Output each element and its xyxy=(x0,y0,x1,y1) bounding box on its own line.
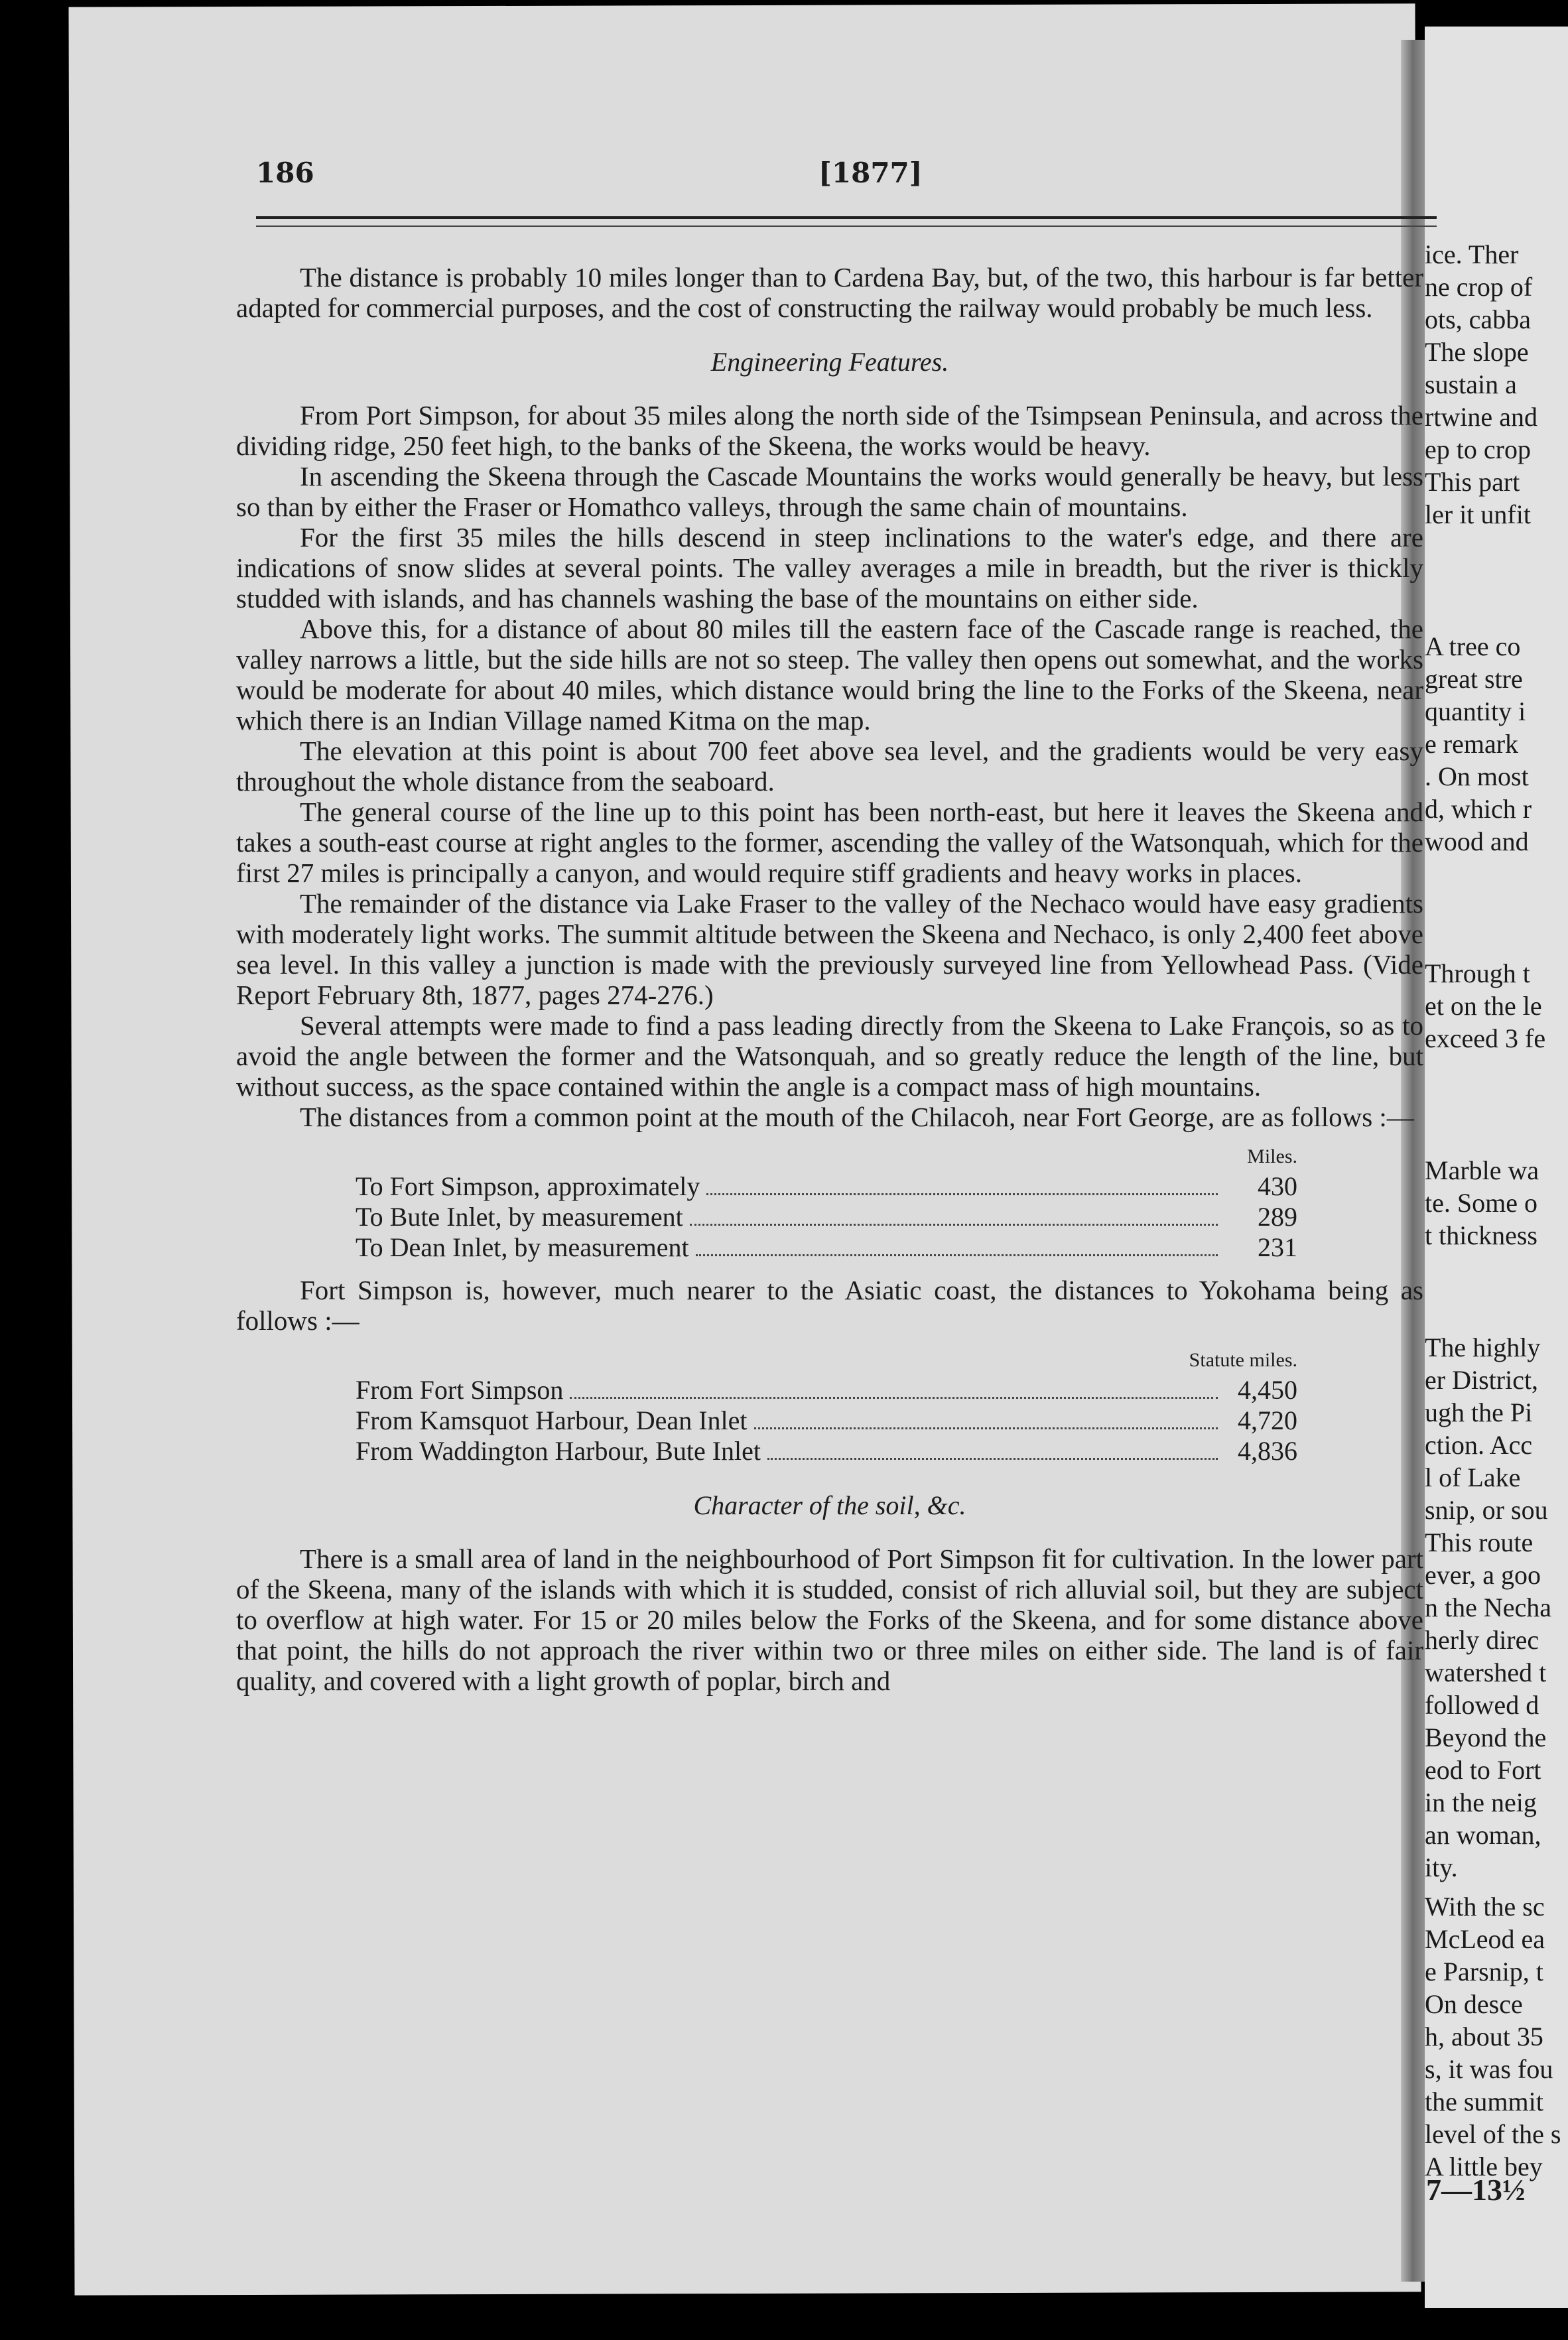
paragraph: For the first 35 miles the hills descend in steep inclinations to the water's edge, and there are indications of snow slides at several points. The valley averages a mile in breadth, but the river is thickly studded with islands, and has channels washing the base of the mountains on either side. xyxy=(236,522,1423,614)
table-row xyxy=(356,1171,1297,1202)
table-row xyxy=(356,1375,1297,1405)
facing-page-line: ne crop of xyxy=(1425,272,1533,302)
table-unit: Miles. xyxy=(1247,1145,1297,1167)
paragraph-soil: There is a small area of land in the neighbourhood of Port Simpson fit for cultivation. In the lower part of the Skeena, many of the islands with which it is studded, consist of rich alluvial soil, but they are subject to overflow at high water. For 15 or 20 miles below the Forks of the Skeena, and for some distance above that point, the hills do not approach the river within two or three miles on either side. The land is of fair quality, and covered with a light growth of poplar, birch and xyxy=(236,1543,1423,1696)
leader-dots xyxy=(696,1254,1218,1256)
facing-page-line: McLeod ea xyxy=(1425,1924,1545,1954)
facing-page-line: l of Lake xyxy=(1425,1462,1521,1492)
leader-dots xyxy=(754,1427,1218,1429)
facing-page-line: exceed 3 fe xyxy=(1425,1023,1546,1053)
body-text xyxy=(236,262,1423,1696)
paragraph: The general course of the line up to this point has been north-east, but here it leaves the Skeena and takes a south-east course at right angles to the former, ascending the valley of the Watsonquah, which for the first 27 miles is principally a canyon, and would require stiff gradients and heavy works in places. xyxy=(236,797,1423,888)
row-label: To Dean Inlet, by measurement xyxy=(356,1232,689,1262)
leader-dots xyxy=(706,1193,1218,1195)
facing-page-line: A little bey xyxy=(1425,2152,1543,2181)
facing-page-line: er District, xyxy=(1425,1365,1539,1395)
facing-page-line: ler it unfit xyxy=(1425,499,1531,529)
facing-page-line: ity. xyxy=(1425,1852,1458,1882)
row-label: From Waddington Harbour, Bute Inlet xyxy=(356,1436,761,1466)
page-year: [1877] xyxy=(818,157,923,189)
row-value: 4,836 xyxy=(1238,1436,1297,1466)
facing-page-line: With the sc xyxy=(1425,1892,1545,1921)
facing-page-line: quantity i xyxy=(1425,696,1526,726)
facing-page-line: Beyond the xyxy=(1425,1722,1547,1752)
leader-dots xyxy=(767,1458,1218,1460)
facing-page-line: n the Necha xyxy=(1425,1592,1552,1622)
facing-page-line: e Parsnip, t xyxy=(1425,1957,1543,1986)
paragraph: From Port Simpson, for about 35 miles along the north side of the Tsimpsean Peninsula, and across the dividing ridge, 250 feet high, to the banks of the Skeena, the works would be heavy. xyxy=(236,400,1423,461)
facing-page-line: eod to Fort xyxy=(1425,1755,1541,1785)
row-value: 430 xyxy=(1258,1171,1297,1201)
table-row xyxy=(356,1202,1297,1232)
heading-soil: Character of the soil, &c. xyxy=(693,1490,966,1520)
header-rule xyxy=(256,216,1437,219)
facing-page-line: ice. Ther xyxy=(1425,239,1519,269)
facing-page-line: an woman, xyxy=(1425,1820,1541,1850)
facing-page-line: sustain a xyxy=(1425,369,1517,399)
signature-mark: 7—13½ xyxy=(1426,2173,1526,2207)
paragraph: In ascending the Skeena through the Cascade Mountains the works would generally be heavy, but less so than by either the Fraser or Homathco valleys, through the same chain of mountains. xyxy=(236,461,1423,522)
paragraph: The distances from a common point at the mouth of the Chilacoh, near Fort George, are as follows :— xyxy=(300,1102,1414,1132)
row-value: 4,720 xyxy=(1238,1405,1297,1435)
facing-page-line: great stre xyxy=(1425,664,1523,694)
facing-page-line: s, it was fou xyxy=(1425,2054,1553,2084)
distance-table-yokohama xyxy=(356,1345,1297,1466)
facing-page-line: The slope xyxy=(1425,337,1529,367)
facing-page-line: snip, or sou xyxy=(1425,1495,1548,1525)
row-value: 231 xyxy=(1258,1232,1297,1262)
table-row xyxy=(356,1405,1297,1436)
facing-page-line: the summit xyxy=(1425,2087,1543,2116)
facing-page-line: in the neig xyxy=(1425,1788,1537,1817)
facing-page-line: ever, a goo xyxy=(1425,1560,1541,1590)
facing-page-line: d, which r xyxy=(1425,794,1532,824)
paragraph: The elevation at this point is about 700 feet above sea level, and the gradients would be very easy throughout the whole distance from the seaboard. xyxy=(236,736,1423,797)
facing-page-line: This part xyxy=(1425,467,1520,497)
paragraph: The remainder of the distance via Lake Fraser to the valley of the Nechaco would have easy gradients with moderately light works. The summit altitude between the Skeena and Nechaco, is only 2,400 feet above sea level. In this valley a junction is made with the previously surveyed line from Yellowhead Pass. (Vide Report February 8th, 1877, pages 274-276.) xyxy=(236,888,1423,1010)
distance-table-chilacoh xyxy=(356,1141,1297,1263)
facing-page-line: rtwine and xyxy=(1425,402,1537,432)
facing-page-line: This route xyxy=(1425,1528,1534,1557)
facing-page-line: level of the s xyxy=(1425,2119,1561,2149)
paragraph: Above this, for a distance of about 80 miles till the eastern face of the Cascade range is reached, the valley narrows a little, but the side hills are not so steep. The valley then opens out somewhat, and the works would be moderate for about 40 miles, which distance would bring the line to the Forks of the Skeena, near which there is an Indian Village named Kitma on the map. xyxy=(236,614,1423,736)
paragraph-yokohama: Fort Simpson is, however, much nearer to the Asiatic coast, the distances to Yokohama being as follows :— xyxy=(236,1275,1423,1336)
row-label: To Fort Simpson, approximately xyxy=(356,1171,700,1201)
paragraph: Several attempts were made to find a pass leading directly from the Skeena to Lake François, so as to avoid the angle between the former and the Watsonquah, and so greatly reduce the length of the line, but without success, as the space contained within the angle is a compact mass of high mountains. xyxy=(236,1010,1423,1102)
facing-page-line: h, about 35 xyxy=(1425,2022,1543,2051)
facing-page-line: ep to crop xyxy=(1425,434,1531,464)
facing-page-line: Marble wa xyxy=(1425,1155,1539,1185)
row-value: 289 xyxy=(1258,1202,1297,1232)
facing-page-line: herly direc xyxy=(1425,1625,1539,1655)
facing-page-line: wood and xyxy=(1425,826,1529,856)
row-label: From Fort Simpson xyxy=(356,1375,564,1405)
facing-page-line: e remark xyxy=(1425,729,1519,759)
page-number: 186 xyxy=(256,157,314,189)
facing-page-line: et on the le xyxy=(1425,991,1542,1021)
facing-page-line: ugh the Pi xyxy=(1425,1398,1533,1427)
facing-page-line: Through t xyxy=(1425,958,1530,988)
facing-page-line: followed d xyxy=(1425,1690,1539,1720)
facing-page-line: ots, cabba xyxy=(1425,304,1531,334)
facing-page-line: The highly xyxy=(1425,1332,1541,1362)
table-row xyxy=(356,1232,1297,1263)
facing-page xyxy=(1425,27,1568,2308)
leader-dots xyxy=(690,1224,1218,1226)
leader-dots xyxy=(570,1397,1218,1399)
facing-page-line: On desce xyxy=(1425,1989,1523,2019)
header-rule-thin xyxy=(256,226,1437,227)
facing-page-line: te. Some o xyxy=(1425,1188,1537,1218)
facing-page-line: A tree co xyxy=(1425,631,1521,661)
heading-engineering: Engineering Features. xyxy=(710,347,949,377)
row-label: From Kamsquot Harbour, Dean Inlet xyxy=(356,1405,748,1435)
facing-page-line: watershed t xyxy=(1425,1658,1547,1687)
facing-page-line: . On most xyxy=(1425,761,1529,791)
table-unit: Statute miles. xyxy=(1189,1349,1297,1371)
facing-page-line: t thickness xyxy=(1425,1220,1537,1250)
facing-page-line: ction. Acc xyxy=(1425,1430,1533,1460)
row-label: To Bute Inlet, by measurement xyxy=(356,1202,683,1232)
paragraph-intro: The distance is probably 10 miles longer than to Cardena Bay, but, of the two, this harbour is far better adapted for commercial purposes, and the cost of constructing the railway would probably be much less. xyxy=(236,262,1423,323)
row-value: 4,450 xyxy=(1238,1375,1297,1405)
table-row xyxy=(356,1436,1297,1466)
